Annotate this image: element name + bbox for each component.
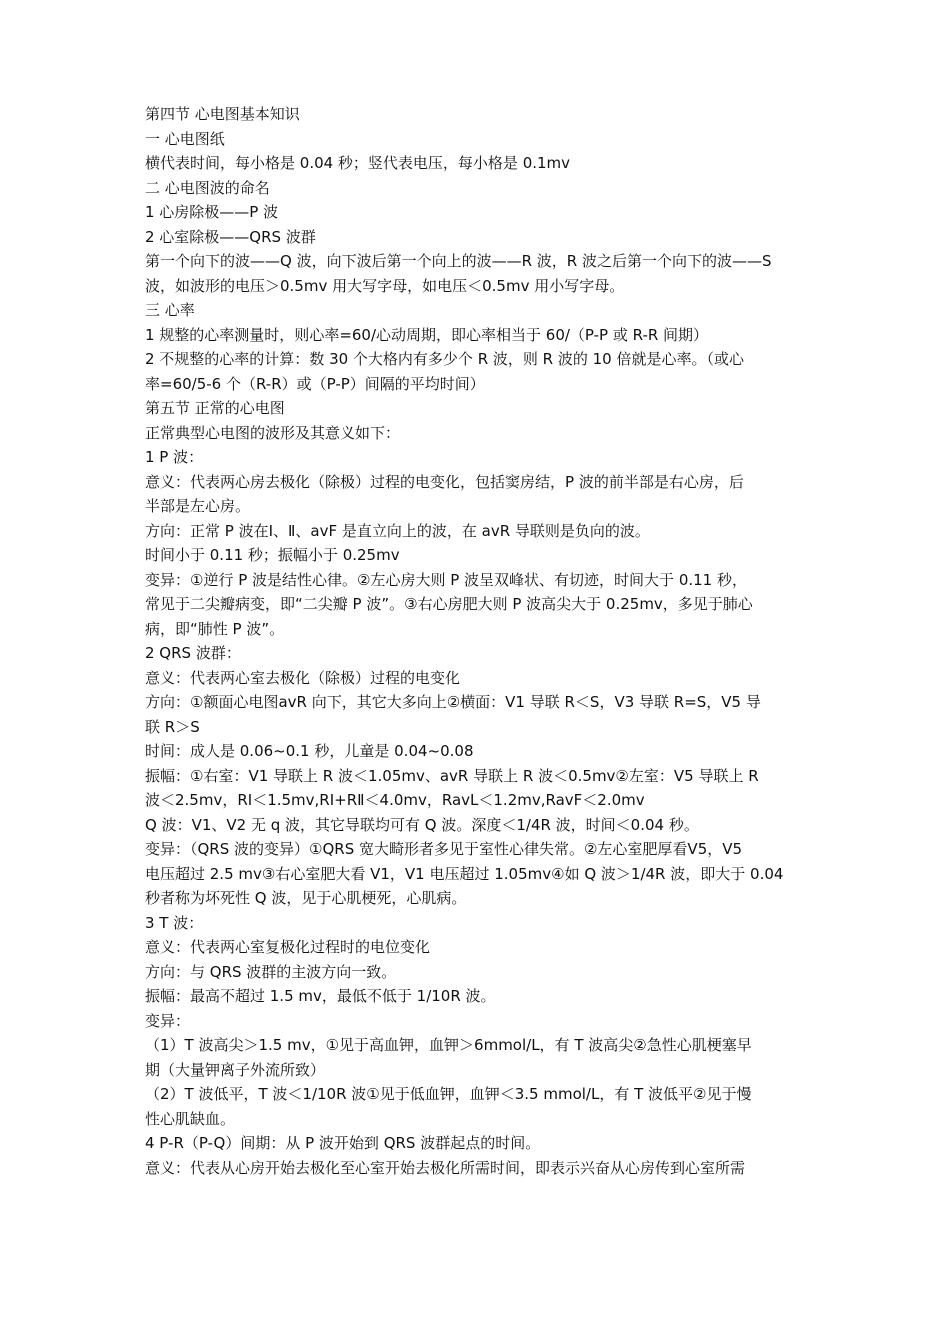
text-line: Q 波：V1、V2 无 q 波，其它导联均可有 Q 波。深度＜1/4R 波，时间＜0.04 秒。: [145, 815, 699, 834]
text-line: （1）T 波高尖＞1.5 mv，①见于高血钾，血钾＞6mmol/L，有 T 波高尖②急性心肌梗塞早: [145, 1036, 752, 1054]
text-line: 电压超过 2.5 mv③右心室肥大看 V1，V1 电压超过 1.05mv④如 Q 波＞1/4R 波，即大于 0.04: [145, 864, 784, 883]
text-line: 波，如波形的电压＞0.5mv 用大写字母，如电压＜0.5mv 用小写字母。: [145, 276, 625, 295]
text-line: 振幅：①右室：V1 导联上 R 波＜1.05mv、avR 导联上 R 波＜0.5mv②左室：V5 导联上 R: [145, 766, 759, 785]
text-line: （2）T 波低平，T 波＜1/10R 波①见于低血钾，血钾＜3.5 mmol/L，有 T 波低平②见于慢: [145, 1085, 752, 1103]
text-line: 波＜2.5mv，RⅠ＜1.5mv,RⅠ+RⅡ＜4.0mv，RavL＜1.2mv,RavF＜2.0mv: [145, 791, 645, 809]
text-line: 振幅：最高不超过 1.5 mv，最低不低于 1/10R 波。: [145, 987, 496, 1005]
subsection-heading: 一 心电图纸: [145, 129, 225, 148]
text-line: 意义：代表两心室去极化（除极）过程的电变化: [145, 668, 461, 687]
list-item: 1 P 波：: [145, 448, 204, 466]
text-line: 变异：①逆行 P 波是结性心律。②左心房大则 P 波呈双峰状、有切迹，时间大于 0.11 秒，: [145, 570, 747, 589]
text-line: 变异：（QRS 波的变异）①QRS 宽大畸形者多见于室性心律失常。②左心室肥厚看V5，V5: [145, 840, 743, 858]
list-item: 1 规整的心率测量时，则心率=60/心动周期，即心率相当于 60/（P-P 或 R-R 间期）: [145, 325, 709, 344]
text-line: 第一个向下的波——Q 波，向下波后第一个向上的波——R 波，R 波之后第一个向下的波——S: [145, 252, 772, 270]
list-item: 4 P-R（P-Q）间期：从 P 波开始到 QRS 波群起点的时间。: [145, 1134, 541, 1152]
text-line: 常见于二尖瓣病变，即“二尖瓣 P 波”。③右心房肥大则 P 波高尖大于 0.25mv，多见于肺心: [145, 595, 753, 613]
list-item: 2 不规整的心率的计算：数 30 个大格内有多少个 R 波，则 R 波的 10 倍就是心率。（或心: [145, 350, 744, 368]
text-line: 性心肌缺血。: [145, 1109, 236, 1128]
list-item: 2 心室除极——QRS 波群: [145, 227, 316, 246]
text-line: 意义：代表从心房开始去极化至心室开始去极化所需时间，即表示兴奋从心房传到心室所需: [145, 1158, 746, 1177]
text-line: 联 R＞S: [145, 717, 200, 736]
text-line: 变异：: [145, 1011, 191, 1030]
text-line: 秒者称为坏死性 Q 波，见于心肌梗死，心肌病。: [145, 889, 467, 907]
list-item: 1 心房除极——P 波: [145, 203, 279, 221]
text-line: 方向：正常 P 波在Ⅰ、Ⅱ、avF 是直立向上的波，在 avR 导联则是负向的波。: [145, 521, 650, 540]
subsection-heading: 三 心率: [145, 301, 195, 319]
text-line: 病，即“肺性 P 波”。: [145, 619, 285, 638]
text-line: 横代表时间，每小格是 0.04 秒；竖代表电压，每小格是 0.1mv: [145, 154, 571, 172]
section-heading: 第四节 心电图基本知识: [145, 105, 300, 123]
text-line: 意义：代表两心室复极化过程时的电位变化: [145, 938, 431, 956]
list-item: 3 T 波：: [145, 913, 204, 932]
text-line: 方向：①额面心电图avR 向下，其它大多向上②横面：V1 导联 R＜S，V3 导联 R=S，V5 导: [145, 693, 761, 711]
text-line: 时间小于 0.11 秒；振幅小于 0.25mv: [145, 546, 400, 564]
text-line: 意义：代表两心房去极化（除极）过程的电变化，包括窦房结，P 波的前半部是右心房，后: [145, 472, 744, 491]
subsection-heading: 二 心电图波的命名: [145, 178, 270, 197]
text-line: 率=60/5-6 个（R-R）或（P-P）间隔的平均时间）: [145, 374, 485, 393]
text-line: 期（大量钾离子外流所致）: [145, 1060, 326, 1079]
list-item: 2 QRS 波群：: [145, 644, 241, 662]
text-line: 时间：成人是 0.06~0.1 秒，儿童是 0.04~0.08: [145, 742, 474, 760]
text-line: 方向：与 QRS 波群的主波方向一致。: [145, 962, 397, 981]
document-body: [145, 102, 810, 1180]
text-line: 正常典型心电图的波形及其意义如下：: [145, 423, 401, 442]
text-line: 半部是左心房。: [145, 497, 251, 515]
section-heading: 第五节 正常的心电图: [145, 399, 285, 417]
